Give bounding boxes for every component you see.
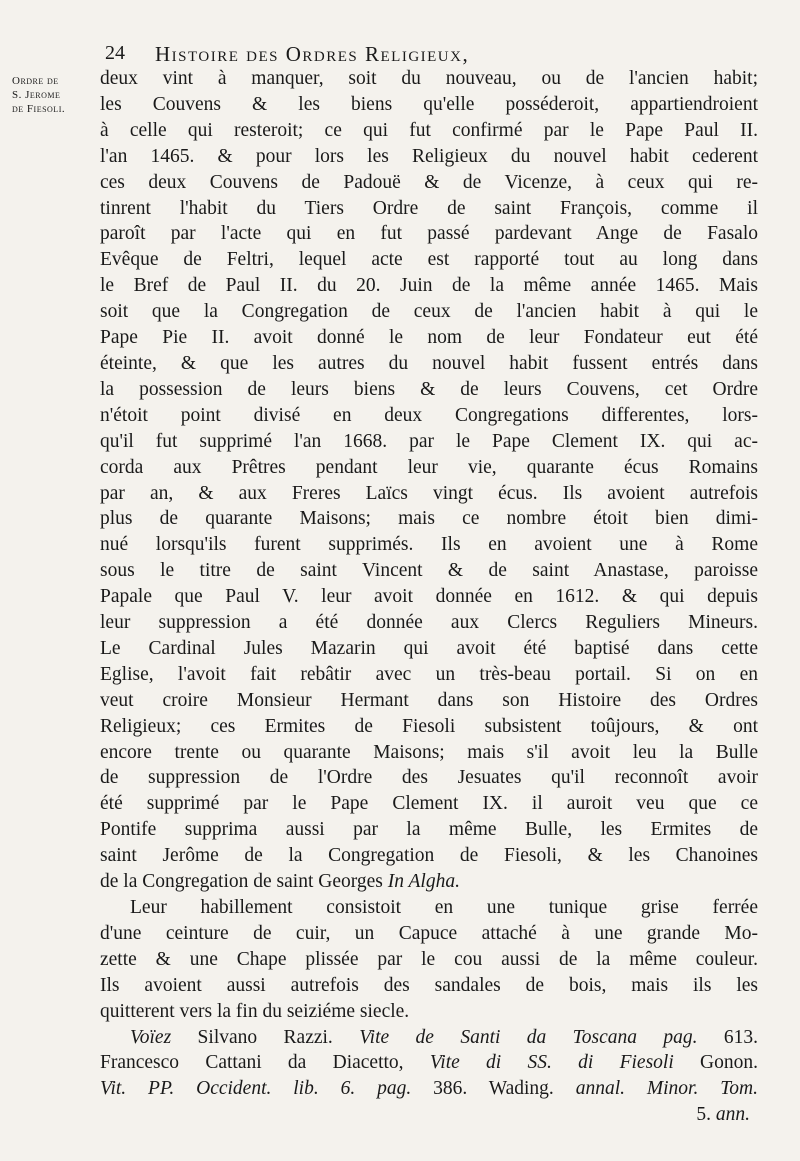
page-number: 24	[105, 42, 125, 64]
text-line: encore trente ou quarante Maisons; mais s'il avoit leu la Bulle	[100, 741, 758, 763]
text-line-last	[100, 869, 758, 895]
text-line: les Couvens & les biens qu'elle posséderoit, appartiendroient	[100, 93, 758, 115]
text-line: saint Jerôme de la Congregation de Fiesoli, & les Chanoines	[100, 845, 758, 867]
text-fragment: de la Congregation de saint Georges	[100, 871, 388, 893]
text-fragment: Silvano Razzi.	[171, 1026, 360, 1048]
text-line-last: quitterent vers la fin du seiziéme siecle.	[100, 1000, 410, 1022]
italic-phrase: annal. Minor. Tom.	[575, 1078, 758, 1100]
text-line: l'an 1465. & pour lors les Religieux du nouvel habit cederent	[100, 145, 758, 167]
text-line: n'étoit point divisé en deux Congregations differentes, lors-	[100, 404, 758, 426]
text-fragment: 613.	[697, 1026, 758, 1048]
text-line: leur suppression a été donnée aux Clercs Reguliers Mineurs.	[100, 612, 758, 634]
text-line: à celle qui resteroit; ce qui fut confirmé par le Pape Paul II.	[100, 119, 758, 141]
text-line: Pape Pie II. avoit donné le nom de leur Fondateur eut été	[100, 327, 758, 349]
text-line: qu'il fut supprimé l'an 1668. par le Pape Clement IX. qui ac-	[100, 430, 758, 452]
italic-phrase: Vite di SS. di Fiesoli	[429, 1052, 674, 1074]
text-line: deux vint à manquer, soit du nouveau, ou de l'ancien habit;	[100, 68, 758, 89]
text-line: Evêque de Feltri, lequel acte est rapporté tout au long dans	[100, 249, 758, 271]
reference-line-catchword	[100, 1102, 758, 1128]
text-line: le Bref de Paul II. du 20. Juin de la même année 1465. Mais	[100, 275, 758, 297]
text-fragment: Gonon.	[673, 1052, 758, 1074]
margin-note	[12, 74, 88, 116]
text-line: ces deux Couvens de Padouë & de Vicenze, à ceux qui re-	[100, 171, 758, 193]
italic-phrase: In Algha.	[387, 871, 460, 893]
text-line: nué lorsqu'ils furent supprimés. Ils en avoient une à Rome	[100, 534, 758, 556]
text-line: d'une ceinture de cuir, un Capuce attaché à une grande Mo-	[100, 922, 758, 944]
italic-phrase: Vit. PP. Occident. lib. 6. pag.	[100, 1078, 412, 1100]
reference-line	[100, 1076, 758, 1102]
margin-note-line: Ordre de	[12, 75, 59, 87]
text-line: Ils avoient aussi autrefois des sandales de bois, mais ils les	[100, 974, 758, 996]
references	[100, 1025, 758, 1129]
text-line: veut croire Monsieur Hermant dans son Histoire des Ordres	[100, 689, 758, 711]
reference-line	[100, 1050, 758, 1076]
text-line: sous le titre de saint Vincent & de saint Anastase, paroisse	[100, 560, 758, 582]
paragraph-1	[100, 66, 758, 895]
margin-note-line: S. Jerome	[12, 89, 61, 101]
running-title: Histoire des Ordres Religieux,	[155, 42, 470, 66]
text-line: Papale que Paul V. leur avoit donnée en 1612. & qui depuis	[100, 586, 758, 608]
text-line: été supprimé par le Pape Clement IX. il auroit veu que ce	[100, 793, 758, 815]
text-line: zette & une Chape plissée par le cou aussi de la même couleur.	[100, 948, 758, 970]
text-line: Le Cardinal Jules Mazarin qui avoit été baptisé dans cette	[100, 637, 758, 659]
text-fragment: Francesco Cattani da Diacetto,	[100, 1052, 430, 1074]
text-line: la possession de leurs biens & de leurs Couvens, cet Ordre	[100, 378, 758, 400]
text-line: par an, & aux Freres Laïcs vingt écus. Ils avoient autrefois	[100, 482, 758, 504]
text-line: Leur habillement consistoit en une tunique grise ferrée	[130, 897, 758, 918]
body-text	[100, 66, 758, 1128]
text-line: éteinte, & que les autres du nouvel habit fussent entrés dans	[100, 352, 758, 374]
text-line: plus de quarante Maisons; mais ce nombre étoit bien dimi-	[100, 508, 758, 530]
text-line: Religieux; ces Ermites de Fiesoli subsistent toûjours, & ont	[100, 715, 758, 737]
text-line: soit que la Congregation de ceux de l'ancien habit à qui le	[100, 301, 758, 323]
text-line: Pontife supprima aussi par la même Bulle, les Ermites de	[100, 819, 758, 841]
text-line: tinrent l'habit du Tiers Ordre de saint François, comme il	[100, 197, 758, 219]
italic-phrase: Vite de Santi da Toscana pag.	[359, 1026, 698, 1048]
italic-phrase: Voïez	[130, 1026, 172, 1048]
text-line: de suppression de l'Ordre des Jesuates qu'il reconnoît avoir	[100, 767, 758, 789]
text-line: Eglise, l'avoit fait rebâtir avec un très-beau portail. Si on en	[100, 663, 758, 685]
text-line: paroît par l'acte qui en fut passé pardevant Ange de Fasalo	[100, 223, 758, 245]
reference-line	[100, 1025, 758, 1051]
paragraph-2	[100, 895, 758, 1025]
text-fragment: 386. Wading.	[411, 1078, 576, 1100]
text-line: corda aux Prêtres pendant leur vie, quarante écus Romains	[100, 456, 758, 478]
margin-note-line: de Fiesoli.	[12, 103, 66, 115]
italic-phrase: ann.	[715, 1104, 750, 1126]
text-fragment: 5.	[696, 1104, 716, 1126]
